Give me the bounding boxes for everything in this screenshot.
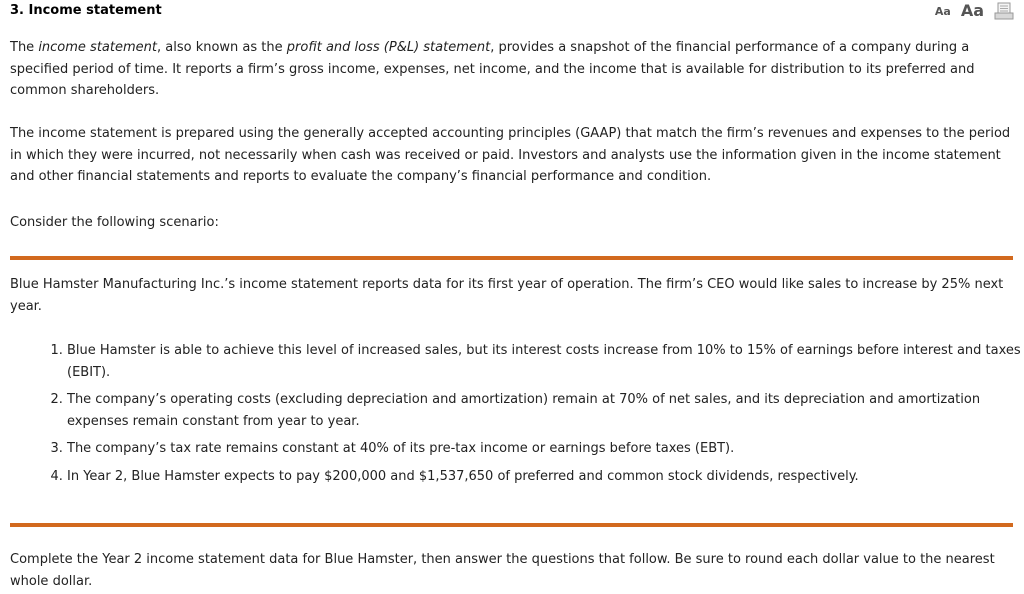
term-pl-statement: profit and loss (P&L) statement bbox=[286, 40, 491, 55]
decrease-font-button[interactable]: Aa bbox=[934, 5, 951, 18]
list-item: 4. In Year 2, Blue Hamster expects to pay $200,000 and $1,537,650 of preferred and common stock dividends, respectively. bbox=[67, 466, 1024, 488]
closing-instructions: Complete the Year 2 income statement data for Blue Hamster, then answer the questions that follow. Be sure to round each dollar value to the nearest whole dollar. bbox=[10, 552, 995, 589]
intro-paragraph-2: The income statement is prepared using the generally accepted accounting principles (GAAP) that match the firm’s revenues and expenses to the period in which they were incurred, not necessarily when cash was received or paid. Investors and analysts use the information given in the income statement and other financial statements and reports to evaluate the company’s financial performance and condition. bbox=[10, 126, 1011, 184]
section-title: 3. Income statement bbox=[10, 3, 162, 18]
text-tools bbox=[935, 0, 1014, 20]
section-header bbox=[10, 0, 1014, 22]
term-income-statement: income statement bbox=[38, 40, 157, 55]
list-item: 2. The company’s operating costs (excluding depreciation and amortization) remain at 70% of net sales, and its depreciation and amortization expenses remain constant from year to year. bbox=[67, 389, 1024, 432]
intro-paragraph-1: The income statement, also known as the profit and loss (P&L) statement, provides a snapshot of the financial performance of a company during a specified period of time. It reports a firm’s gross income, expenses, net income, and the income that is available for distribution to its preferred and common shareholders. bbox=[10, 40, 975, 98]
list-item: 1. Blue Hamster is able to achieve this level of increased sales, but its interest costs increase from 10% to 15% of earnings before interest and taxes (EBIT). bbox=[67, 340, 1024, 383]
print-icon[interactable] bbox=[994, 2, 1014, 20]
increase-font-button[interactable]: Aa bbox=[960, 1, 984, 20]
consider-scenario-text: Consider the following scenario: bbox=[10, 215, 219, 230]
scenario-intro: Blue Hamster Manufacturing Inc.’s income statement reports data for its first year of operation. The firm’s CEO would like sales to increase by 25% next year. bbox=[10, 277, 1004, 314]
divider-bottom bbox=[10, 523, 1013, 527]
divider-top bbox=[10, 256, 1013, 260]
scenario-list bbox=[10, 340, 1024, 493]
list-item: 3. The company’s tax rate remains constant at 40% of its pre-tax income or earnings before taxes (EBT). bbox=[67, 438, 1024, 460]
